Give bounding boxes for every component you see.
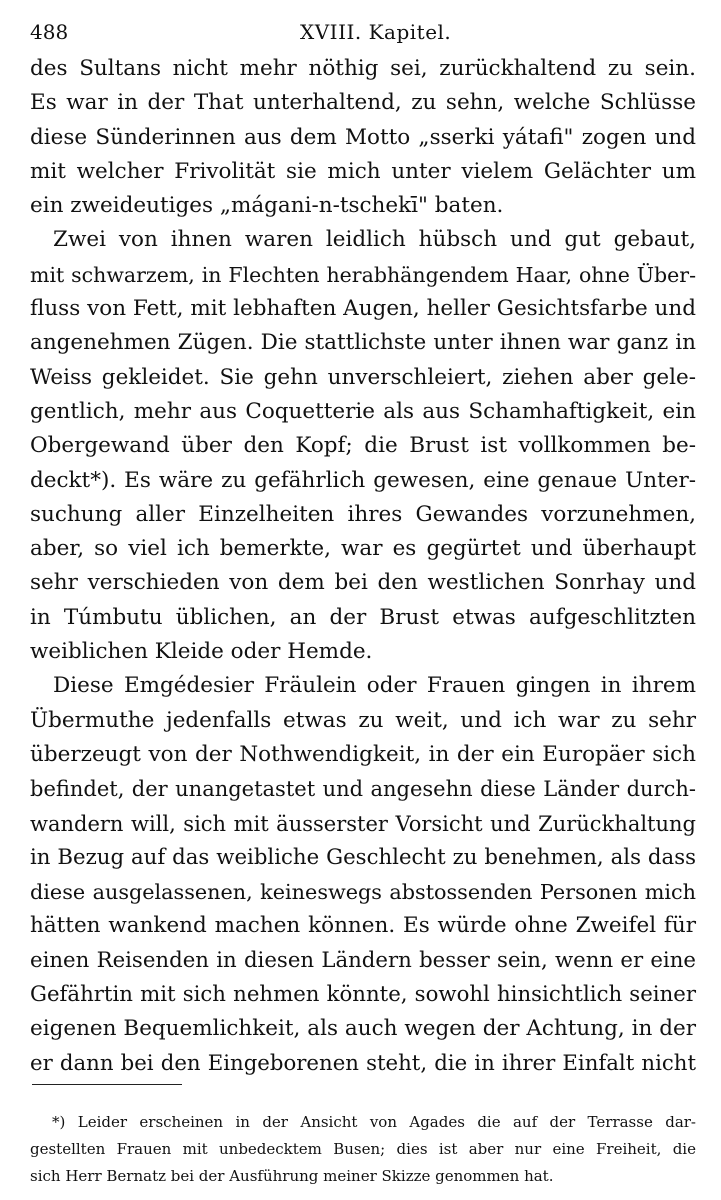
main-text xyxy=(30,52,696,1081)
page-header xyxy=(30,12,695,52)
page-number: 488 xyxy=(30,20,69,44)
text-line: hätten wankend machen können. Es würde ohne Zweifel für xyxy=(30,913,696,939)
text-line: Weiss gekleidet. Sie gehn unverschleiert, ziehen aber gele- xyxy=(30,364,696,390)
paragraph-2 xyxy=(30,223,696,669)
text-line: mit welcher Frivolität sie mich unter vielem Gelächter um xyxy=(30,158,696,184)
text-line: in Bezug auf das weibliche Geschlecht zu benehmen, als dass xyxy=(30,844,696,870)
text-line: Übermuthe jedenfalls etwas zu weit, und ich war zu sehr xyxy=(30,707,696,733)
text-line: ein zweideutiges „mágani-n-tschekī" baten. xyxy=(30,193,504,219)
text-line: in Túmbutu üblichen, an der Brust etwas aufgeschlitzten xyxy=(30,604,696,630)
text-line: Es war in der That unterhaltend, zu sehn, welche Schlüsse xyxy=(30,90,696,116)
text-line: überzeugt von der Nothwendigkeit, in der ein Europäer sich xyxy=(30,741,696,767)
text-line: er dann bei den Eingeborenen steht, die in ihrer Einfalt nicht xyxy=(30,1050,696,1076)
text-line: befindet, der unangetastet und angesehn diese Länder durch- xyxy=(30,777,696,802)
text-line: Gefährtin mit sich nehmen könnte, sowohl hinsichtlich seiner xyxy=(30,982,696,1008)
footnote-rule xyxy=(32,1084,182,1085)
text-line: deckt*). Es wäre zu gefährlich gewesen, eine genaue Unter- xyxy=(30,467,696,493)
text-line: fluss von Fett, mit lebhaften Augen, heller Gesichtsfarbe und xyxy=(30,296,696,322)
text-line: sehr verschieden von dem bei den westlichen Sonrhay und xyxy=(30,570,696,596)
text-line: Zwei von ihnen waren leidlich hübsch und gut gebaut, xyxy=(53,227,696,253)
text-line: Obergewand über den Kopf; die Brust ist vollkommen be- xyxy=(30,433,696,459)
paragraph-3 xyxy=(30,669,696,1081)
text-line: aber, so viel ich bemerkte, war es gegürtet und überhaupt xyxy=(30,536,696,562)
footnote-line: sich Herr Bernatz bei der Ausführung meiner Skizze genommen hat. xyxy=(30,1167,554,1185)
text-line: wandern will, sich mit äusserster Vorsicht und Zurückhaltung xyxy=(30,811,696,836)
text-line: gentlich, mehr aus Coquetterie als aus Schamhaftigkeit, ein xyxy=(30,398,696,424)
text-line: diese Sünderinnen aus dem Motto „sserki yátafi" zogen und xyxy=(30,124,696,150)
text-line: angenehmen Zügen. Die stattlichste unter ihnen war ganz in xyxy=(30,330,696,356)
text-line: Diese Emgédesier Fräulein oder Frauen gingen in ihrem xyxy=(53,673,696,699)
running-head: XVIII. Kapitel. xyxy=(300,20,452,44)
text-line: des Sultans nicht mehr nöthig sei, zurückhaltend zu sein. xyxy=(30,56,696,81)
text-line: weiblichen Kleide oder Hemde. xyxy=(30,639,373,665)
text-line: einen Reisenden in diesen Ländern besser sein, wenn er eine xyxy=(30,947,696,973)
text-line: diese ausgelassenen, keineswegs abstossenden Personen mich xyxy=(30,880,696,905)
text-line: suchung aller Einzelheiten ihres Gewandes vorzunehmen, xyxy=(30,501,696,527)
text-line: eigenen Bequemlichkeit, als auch wegen der Achtung, in der xyxy=(30,1016,696,1042)
text-line: mit schwarzem, in Flechten herabhängendem Haar, ohne Über- xyxy=(30,262,696,287)
paragraph-1 xyxy=(30,52,696,223)
footnote xyxy=(30,1109,696,1190)
footnote-line: gestellten Frauen mit unbedecktem Busen; dies ist aber nur eine Freiheit, die xyxy=(30,1140,696,1158)
footnote-line: *) Leider erscheinen in der Ansicht von Agades die auf der Terrasse dar- xyxy=(52,1113,696,1131)
